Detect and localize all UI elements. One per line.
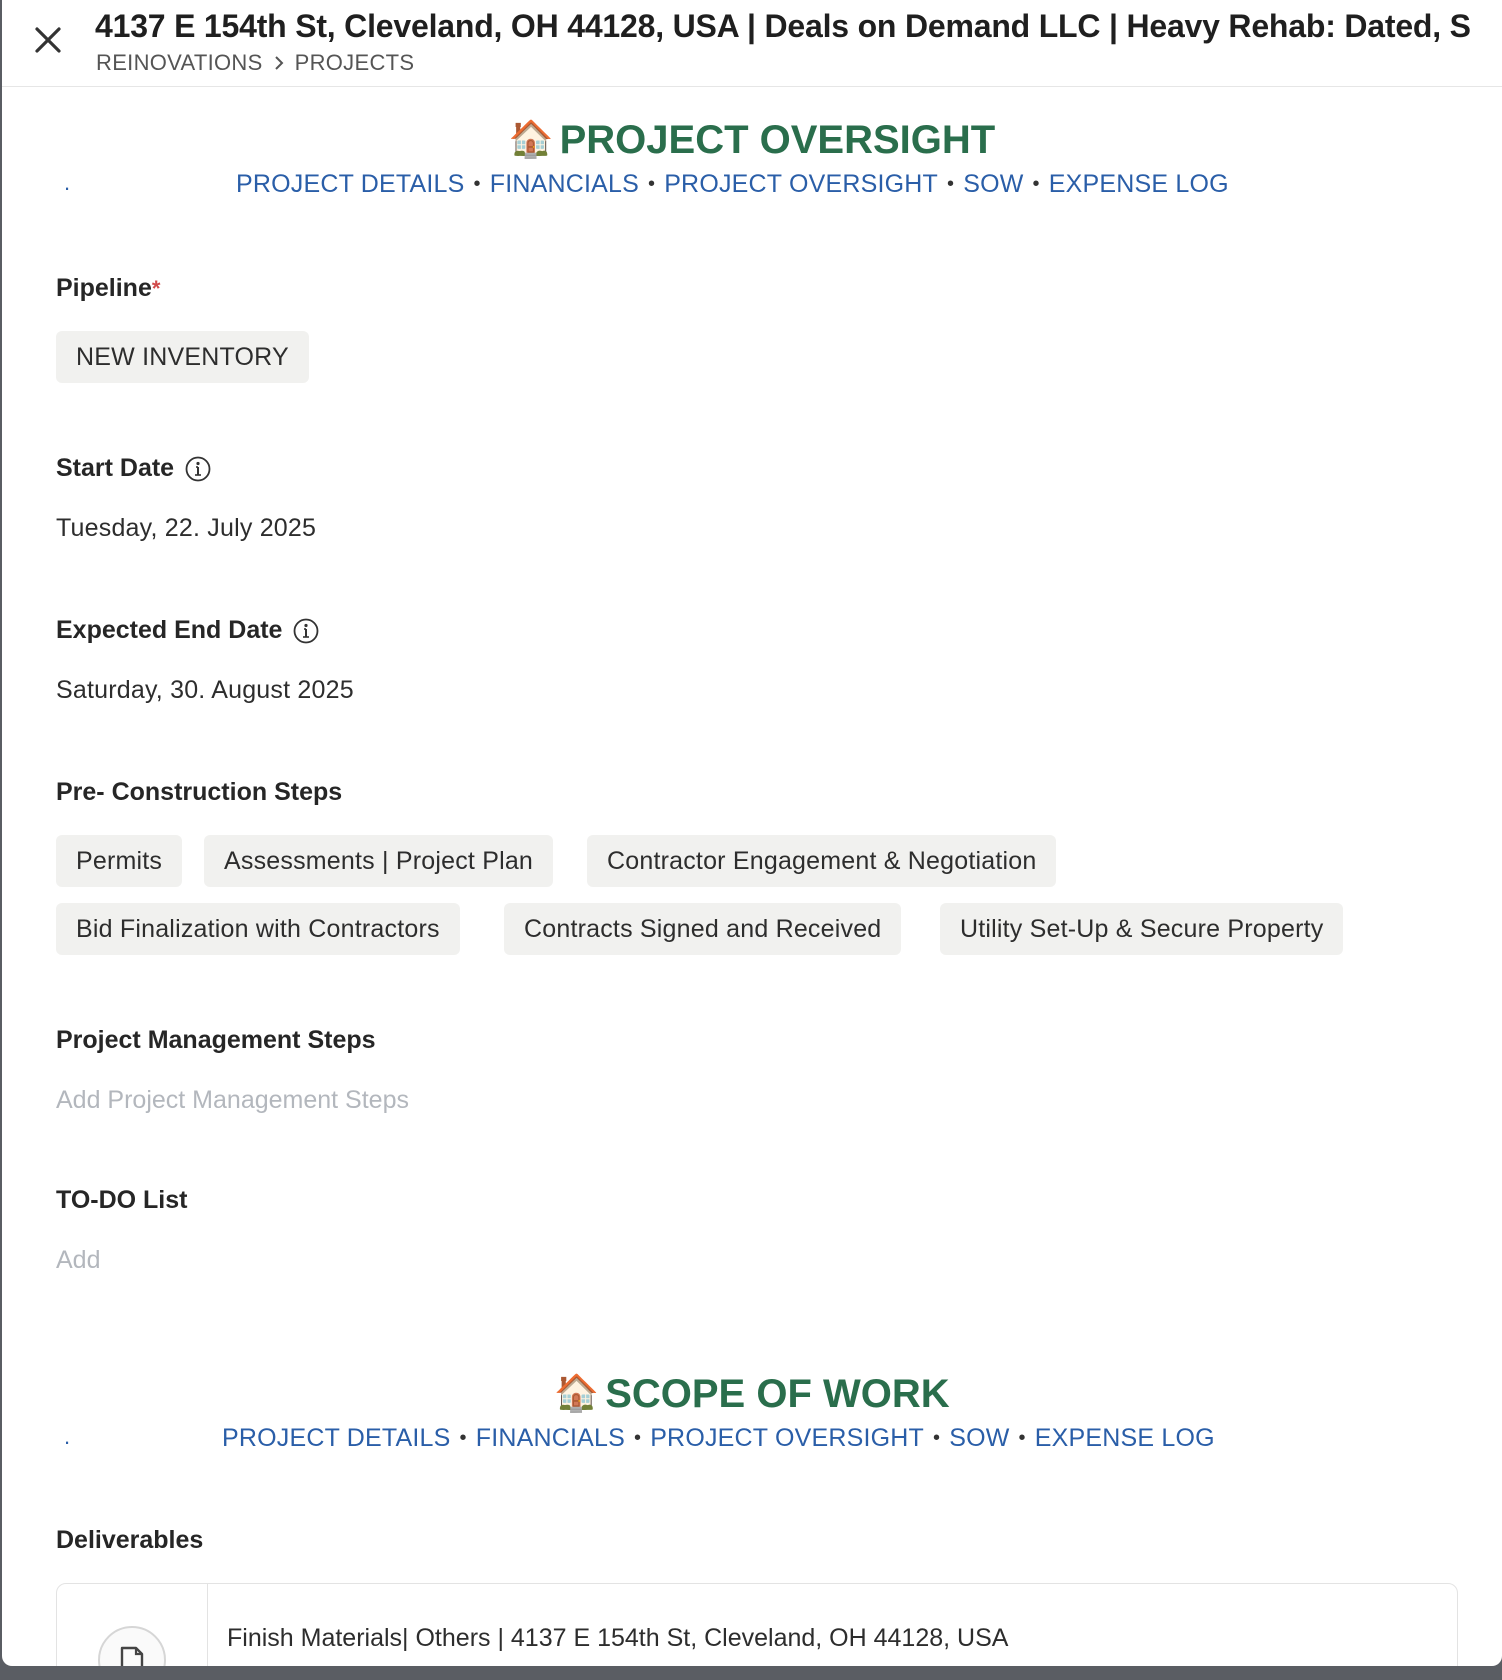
info-icon[interactable] (292, 617, 320, 645)
section-title-project-oversight (2, 118, 1502, 163)
end-date-value[interactable]: Saturday, 30. August 2025 (56, 676, 354, 704)
panel-header (2, 0, 1502, 87)
section-title-scope-of-work (2, 1372, 1502, 1417)
todo-label (56, 1186, 187, 1215)
section-title-text: PROJECT OVERSIGHT (559, 118, 996, 162)
breadcrumb (96, 50, 414, 76)
chevron-right-icon (273, 54, 285, 72)
nav-link-sow[interactable]: SOW (949, 1424, 1010, 1452)
pre-construction-tag[interactable]: Permits (56, 835, 182, 887)
nav-link-financials[interactable]: FINANCIALS (489, 170, 639, 198)
nav-link-sow[interactable]: SOW (963, 170, 1024, 198)
breadcrumb-item-projects[interactable]: PROJECTS (294, 50, 415, 75)
close-icon (28, 20, 68, 60)
start-date-value[interactable]: Tuesday, 22. July 2025 (56, 514, 317, 542)
record-panel (2, 0, 1502, 1666)
dot-marker: . (64, 170, 71, 195)
section-nav-bottom: PROJECT DETAILS • FINANCIALS • PROJECT OVERSIGHT • SOW • EXPENSE LOG (222, 1424, 1215, 1452)
pre-construction-tag[interactable]: Bid Finalization with Contractors (56, 903, 460, 955)
deliverables-label-text: Deliverables (56, 1526, 204, 1554)
pipeline-label-text: Pipeline (56, 274, 152, 302)
house-icon: 🏠 (554, 1372, 600, 1413)
pipeline-label (56, 274, 160, 303)
pre-construction-tag[interactable]: Utility Set-Up & Secure Property (940, 903, 1343, 955)
deliverable-card[interactable] (56, 1583, 1458, 1666)
dot-marker: . (64, 1424, 71, 1449)
pre-construction-label-text: Pre- Construction Steps (56, 778, 343, 806)
project-management-add[interactable]: Add Project Management Steps (56, 1086, 409, 1114)
pre-construction-tag[interactable]: Contracts Signed and Received (504, 903, 901, 955)
close-button[interactable] (28, 20, 68, 60)
page-icon (100, 1628, 164, 1666)
pipeline-value-tag[interactable]: NEW INVENTORY (56, 331, 309, 383)
deliverable-divider (207, 1584, 208, 1666)
deliverables-label (56, 1526, 203, 1555)
nav-link-project-oversight[interactable]: PROJECT OVERSIGHT (664, 170, 938, 198)
end-date-label-text: Expected End Date (56, 616, 283, 644)
breadcrumb-item-reinovations[interactable]: REINOVATIONS (96, 50, 263, 75)
nav-link-expense-log[interactable]: EXPENSE LOG (1034, 1424, 1215, 1452)
start-date-label (56, 454, 212, 483)
nav-link-expense-log[interactable]: EXPENSE LOG (1048, 170, 1229, 198)
required-asterisk: * (151, 275, 161, 301)
record-title: 4137 E 154th St, Cleveland, OH 44128, USA | Deals on Demand LLC | Heavy Rehab: Dated, S (95, 8, 1471, 44)
nav-link-project-details[interactable]: PROJECT DETAILS (222, 1424, 451, 1452)
deliverable-title[interactable]: Finish Materials| Others | 4137 E 154th St, Cleveland, OH 44128, USA (227, 1624, 1009, 1652)
start-date-label-text: Start Date (56, 454, 175, 482)
section-title-text: SCOPE OF WORK (605, 1372, 950, 1416)
nav-link-project-details[interactable]: PROJECT DETAILS (236, 170, 465, 198)
info-icon[interactable] (184, 455, 212, 483)
end-date-label (56, 616, 320, 645)
section-nav-top: PROJECT DETAILS • FINANCIALS • PROJECT OVERSIGHT • SOW • EXPENSE LOG (236, 170, 1229, 198)
pre-construction-tag[interactable]: Assessments | Project Plan (204, 835, 553, 887)
todo-label-text: TO-DO List (56, 1186, 188, 1214)
pre-construction-tag[interactable]: Contractor Engagement & Negotiation (587, 835, 1056, 887)
todo-add[interactable]: Add (56, 1246, 101, 1274)
project-management-label-text: Project Management Steps (56, 1026, 376, 1054)
house-icon: 🏠 (508, 118, 554, 159)
pre-construction-label (56, 778, 342, 807)
deliverable-avatar (98, 1626, 166, 1666)
project-management-label (56, 1026, 376, 1055)
nav-link-financials[interactable]: FINANCIALS (475, 1424, 625, 1452)
nav-link-project-oversight[interactable]: PROJECT OVERSIGHT (650, 1424, 924, 1452)
